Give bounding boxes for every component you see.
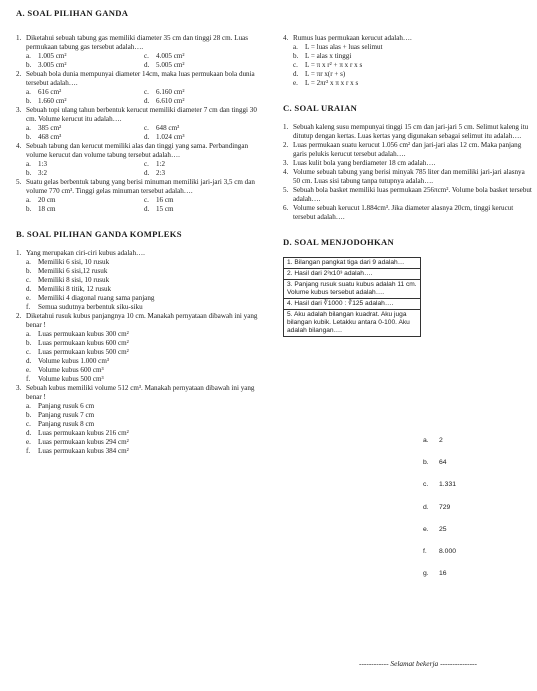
left-column — [16, 34, 268, 456]
answer-letter: d. — [423, 504, 429, 511]
option — [26, 160, 144, 169]
option — [26, 285, 268, 294]
option-text: L = π x r² + π x r x s — [305, 61, 363, 69]
option-text: Luas permukaan kubus 500 cm² — [38, 348, 129, 356]
option — [26, 366, 268, 375]
question-line — [283, 159, 533, 168]
question-line — [16, 106, 268, 124]
option — [144, 124, 262, 133]
matching-row — [284, 269, 421, 280]
question-number: 2. — [16, 70, 22, 78]
option-text: 1:2 — [156, 160, 166, 168]
options — [16, 196, 268, 214]
options — [16, 88, 268, 106]
matching-answer — [423, 570, 447, 577]
option — [26, 196, 144, 205]
question-number: 3. — [16, 384, 22, 392]
question — [283, 159, 533, 168]
question-line — [16, 34, 268, 52]
question-number: 1. — [16, 249, 22, 257]
option-letter: b. — [26, 411, 32, 419]
option — [144, 61, 262, 70]
question-number: 3. — [283, 159, 289, 167]
option — [293, 43, 533, 52]
question-number: 2. — [283, 141, 289, 149]
options — [16, 124, 268, 142]
option-letter: c. — [144, 52, 149, 60]
option-letter: b. — [26, 267, 32, 275]
section-a-title: A. SOAL PILIHAN GANDA — [16, 8, 129, 18]
option — [26, 357, 268, 366]
option-letter: d. — [144, 133, 150, 141]
option-letter: a. — [26, 52, 31, 60]
option — [26, 330, 268, 339]
answer-letter: g. — [423, 570, 429, 577]
option-text: Volume kubus 500 cm³ — [38, 375, 104, 383]
option-text: 18 cm — [38, 205, 56, 213]
option-text: 2:3 — [156, 169, 166, 177]
option — [26, 124, 144, 133]
question-number: 2. — [16, 312, 22, 320]
answer-letter: c. — [423, 481, 429, 488]
question-line — [16, 70, 268, 88]
option-letter: a. — [26, 160, 31, 168]
option — [293, 52, 533, 61]
option-text: 5.005 cm² — [156, 61, 185, 69]
question-text: Sebuah topi ulang tahun berbentuk kerucut memiliki diameter 7 cm dan tinggi 30 cm. Volume kerucut itu adalah…. — [26, 106, 257, 123]
matching-question: 3. Panjang rusuk suatu kubus adalah 11 cm. Volume kubus tersebut adalah…. — [284, 280, 421, 299]
option — [26, 339, 268, 348]
option — [26, 267, 268, 276]
question-line — [16, 178, 268, 196]
answer-letter: e. — [423, 526, 429, 533]
option-letter: e. — [26, 366, 31, 374]
answer-value: 64 — [439, 459, 447, 466]
option-text: Luas permukaan kubus 384 cm² — [38, 447, 129, 455]
option-letter: b. — [293, 52, 299, 60]
option-text: 1.024 cm³ — [156, 133, 185, 141]
option — [26, 420, 268, 429]
matching-question: 1. Bilangan pangkat tiga dari 9 adalah… — [284, 258, 421, 269]
options — [16, 258, 268, 312]
question — [283, 34, 533, 88]
option-text: Volume kubus 1.000 cm³ — [38, 357, 109, 365]
option — [144, 133, 262, 142]
question-text: Diketahui sebuah tabung gas memiliki diameter 35 cm dan tinggi 28 cm. Luas permukaan tabung gas tersebut adalah…. — [26, 34, 249, 51]
question — [16, 142, 268, 178]
option-text: 15 cm — [156, 205, 174, 213]
option-letter: d. — [144, 205, 150, 213]
question-line — [283, 186, 533, 204]
question — [283, 123, 533, 141]
question-number: 6. — [283, 204, 289, 212]
option-letter: c. — [144, 160, 149, 168]
matching-row — [284, 280, 421, 299]
question-text: Sebuah tabung dan kerucut memiliki alas dan tinggi yang sama. Perbandingan volume kerucut dan volume tabung tersebut adalah…. — [26, 142, 249, 159]
option-letter: d. — [26, 357, 32, 365]
option — [26, 169, 144, 178]
option-letter: b. — [26, 133, 32, 141]
answer-value: 8.000 — [439, 548, 457, 555]
option — [144, 52, 262, 61]
option — [26, 438, 268, 447]
option-text: L = πr x(r + s) — [305, 70, 346, 78]
right-column — [283, 34, 533, 337]
option-text: Luas permukaan kubus 294 cm² — [38, 438, 129, 446]
question-number: 4. — [283, 34, 289, 42]
option — [26, 402, 268, 411]
option-letter: f. — [26, 303, 31, 311]
question-text: Diketahui rusuk kubus panjangnya 10 cm. Manakah pernyataan dibawah ini yang benar ! — [26, 312, 258, 329]
option — [144, 97, 262, 106]
option-text: Luas permukaan kubus 600 cm² — [38, 339, 129, 347]
option-letter: d. — [144, 61, 150, 69]
option-letter: d. — [144, 97, 150, 105]
option-letter: b. — [26, 169, 32, 177]
option — [26, 61, 144, 70]
matching-answer — [423, 548, 456, 555]
options — [16, 402, 268, 456]
answer-value: 729 — [439, 504, 451, 511]
question-text: Volume sebuah kerucut 1.884cm³. Jika diameter alasnya 20cm, tinggi kerucut tersebut adalah…. — [293, 204, 514, 221]
option-letter: b. — [26, 61, 32, 69]
option-text: 20 cm — [38, 196, 56, 204]
option-text: Luas permukaan kubus 300 cm² — [38, 330, 129, 338]
option — [26, 348, 268, 357]
option-text: Volume kubus 600 cm³ — [38, 366, 104, 374]
option — [144, 88, 262, 97]
option — [144, 205, 262, 214]
option-text: Memiliki 4 diagonal ruang sama panjang — [38, 294, 155, 302]
option-letter: d. — [26, 429, 32, 437]
option-text: 385 cm² — [38, 124, 62, 132]
question-text: Rumus luas permukaan kerucut adalah…. — [293, 34, 412, 42]
question-line — [16, 249, 268, 258]
option-letter: d. — [293, 70, 299, 78]
question — [283, 168, 533, 186]
matching-row — [284, 299, 421, 310]
option-letter: c. — [144, 88, 149, 96]
question-number: 4. — [16, 142, 22, 150]
option-letter: a. — [293, 43, 298, 51]
option-text: 4.005 cm² — [156, 52, 185, 60]
option — [26, 88, 144, 97]
section-c-questions — [283, 123, 533, 222]
matching-answer — [423, 437, 443, 444]
option — [26, 258, 268, 267]
question — [16, 312, 268, 384]
option — [26, 97, 144, 106]
matching-question: 5. Aku adalah bilangan kuadrat. Aku juga bilangan kubik. Letakku antara 0-100. Aku adalah bilangan…. — [284, 310, 421, 337]
option-text: Memiliki 6 sisi, 10 rusuk — [38, 258, 110, 266]
option — [26, 303, 268, 312]
question — [283, 141, 533, 159]
options — [16, 330, 268, 384]
answer-value: 2 — [439, 437, 443, 444]
answer-letter: f. — [423, 548, 427, 555]
option-text: 1:3 — [38, 160, 48, 168]
question-text: Suatu gelas berbentuk tabung yang berisi minuman memiliki jari-jari 3,5 cm dan volume 770 cm³. Tinggi gelas minuman tersebut adalah…. — [26, 178, 255, 195]
question-line — [16, 312, 268, 330]
option-text: Luas permukaan kubus 216 cm² — [38, 429, 129, 437]
option-letter: b. — [26, 205, 32, 213]
option — [26, 375, 268, 384]
answer-letter: b. — [423, 459, 429, 466]
option-text: 616 cm² — [38, 88, 62, 96]
matching-question: 4. Hasil dari ∛1000 : ∛125 adalah…. — [284, 299, 421, 310]
option-text: Memiliki 8 titik, 12 rusuk — [38, 285, 112, 293]
option-text: Panjang rusuk 6 cm — [38, 402, 95, 410]
question — [16, 249, 268, 312]
answer-value: 16 — [439, 570, 447, 577]
question-number: 1. — [283, 123, 289, 131]
matching-table — [283, 257, 421, 337]
question — [16, 70, 268, 106]
option-text: 3.005 cm² — [38, 61, 67, 69]
footer: ------------ Selamat bekerja --------------- — [359, 659, 477, 668]
section-b-title: B. SOAL PILIHAN GANDA KOMPLEKS — [16, 229, 182, 239]
question-text: Sebuah kubus memiliki volume 512 cm³. Manakah pernyataan dibawah ini yang benar ! — [26, 384, 255, 401]
section-b-questions — [16, 249, 268, 456]
option-letter: b. — [26, 97, 32, 105]
section-d-title: D. SOAL MENJODOHKAN — [283, 237, 394, 247]
question-line — [283, 141, 533, 159]
option-letter: b. — [26, 339, 32, 347]
option-text: L = 2πr² x π x r x s — [305, 79, 359, 87]
option-letter: c. — [26, 348, 31, 356]
matching-row — [284, 258, 421, 269]
answer-letter: a. — [423, 437, 429, 444]
option-letter: e. — [26, 294, 31, 302]
question-number: 3. — [16, 106, 22, 114]
question — [16, 178, 268, 214]
option — [26, 294, 268, 303]
option — [293, 79, 533, 88]
question — [16, 34, 268, 70]
question-text: Sebuah bola basket memiliki luas permukaan 256πcm². Volume bola basket tersebut adalah…. — [293, 186, 532, 203]
option-letter: f. — [26, 447, 31, 455]
options — [16, 160, 268, 178]
option-letter: a. — [26, 196, 31, 204]
option-letter: c. — [293, 61, 298, 69]
options — [16, 52, 268, 70]
section-a-questions — [16, 34, 268, 214]
option-text: 1.005 cm² — [38, 52, 67, 60]
option-text: L = alas x tinggi — [305, 52, 352, 60]
matching-answer — [423, 481, 456, 488]
options — [283, 43, 533, 88]
matching-answer — [423, 459, 447, 466]
option — [26, 276, 268, 285]
question-line — [283, 123, 533, 141]
question-text: Yang merupakan ciri-ciri kubus adalah…. — [26, 249, 145, 257]
question-text: Luas kulit bola yang berdiameter 18 cm adalah…. — [293, 159, 436, 167]
question-line — [283, 168, 533, 186]
option-text: Semua sudutnya berbentuk siku-siku — [38, 303, 143, 311]
option-letter: e. — [26, 438, 31, 446]
option-letter: c. — [144, 196, 149, 204]
question-text: Sebuah bola dunia mempunyai diameter 14cm, maka luas permukaan bola dunia tersebut adalah…. — [26, 70, 255, 87]
section-a-question-6 — [283, 34, 533, 88]
option — [26, 429, 268, 438]
option-text: 3:2 — [38, 169, 48, 177]
option-text: 468 cm³ — [38, 133, 62, 141]
matching-answer — [423, 526, 447, 533]
option-letter: f. — [26, 375, 31, 383]
answer-value: 25 — [439, 526, 447, 533]
option-text: 16 cm — [156, 196, 174, 204]
matching-answer — [423, 504, 450, 511]
option — [144, 169, 262, 178]
question — [16, 384, 268, 456]
option — [293, 70, 533, 79]
option — [26, 205, 144, 214]
option-text: Panjang rusuk 8 cm — [38, 420, 95, 428]
option — [26, 52, 144, 61]
option-text: Memiliki 6 sisi,12 rusuk — [38, 267, 108, 275]
option-text: Memiliki 8 sisi, 10 rusuk — [38, 276, 110, 284]
option — [26, 447, 268, 456]
footer-text: Selamat bekerja — [390, 659, 439, 668]
question-text: Luas permukaan suatu kerucut 1.056 cm² dan jari-jari alas 12 cm. Maka panjang garis pelukis kerucut tersebut adalah…. — [293, 141, 522, 158]
option-letter: a. — [26, 124, 31, 132]
question-line — [283, 204, 533, 222]
option-text: 6.610 cm² — [156, 97, 185, 105]
option — [26, 133, 144, 142]
question-number: 1. — [16, 34, 22, 42]
option-letter: a. — [26, 258, 31, 266]
option-text: 1.660 cm² — [38, 97, 67, 105]
option-letter: a. — [26, 402, 31, 410]
question — [283, 204, 533, 222]
option-letter: c. — [26, 420, 31, 428]
option-letter: c. — [144, 124, 149, 132]
question-line — [16, 384, 268, 402]
question — [283, 186, 533, 204]
answer-value: 1.331 — [439, 481, 457, 488]
question-text: Volume sebuah tabung yang berisi minyak 785 liter dan memiliki jari-jari alasnya 50 cm. Luas sisi tabung tanpa tutupnya adalah…. — [293, 168, 525, 185]
matching-question: 2. Hasil dari 2³x10³ adalah…. — [284, 269, 421, 280]
option-letter: d. — [26, 285, 32, 293]
option-letter: c. — [26, 276, 31, 284]
question-number: 5. — [16, 178, 22, 186]
option-text: 648 cm³ — [156, 124, 180, 132]
question-number: 5. — [283, 186, 289, 194]
question — [16, 106, 268, 142]
question-line — [283, 34, 533, 43]
option-text: L = luas alas + luas selimut — [305, 43, 383, 51]
option — [144, 196, 262, 205]
option — [26, 411, 268, 420]
option-letter: e. — [293, 79, 298, 87]
option-text: 6.160 cm² — [156, 88, 185, 96]
option-letter: a. — [26, 330, 31, 338]
option — [144, 160, 262, 169]
option-text: Panjang rusuk 7 cm — [38, 411, 95, 419]
question-text: Sebuah kaleng susu mempunyai tinggi 15 cm dan jari-jari 5 cm. Selimut kaleng itu ditutup dengan kertas. Luas kertas yang digunakan sebagai selimut itu adalah…. — [293, 123, 529, 140]
section-c-title: C. SOAL URAIAN — [283, 103, 358, 113]
matching-row — [284, 310, 421, 337]
option-letter: a. — [26, 88, 31, 96]
option — [293, 61, 533, 70]
question-number: 4. — [283, 168, 289, 176]
question-line — [16, 142, 268, 160]
option-letter: d. — [144, 169, 150, 177]
